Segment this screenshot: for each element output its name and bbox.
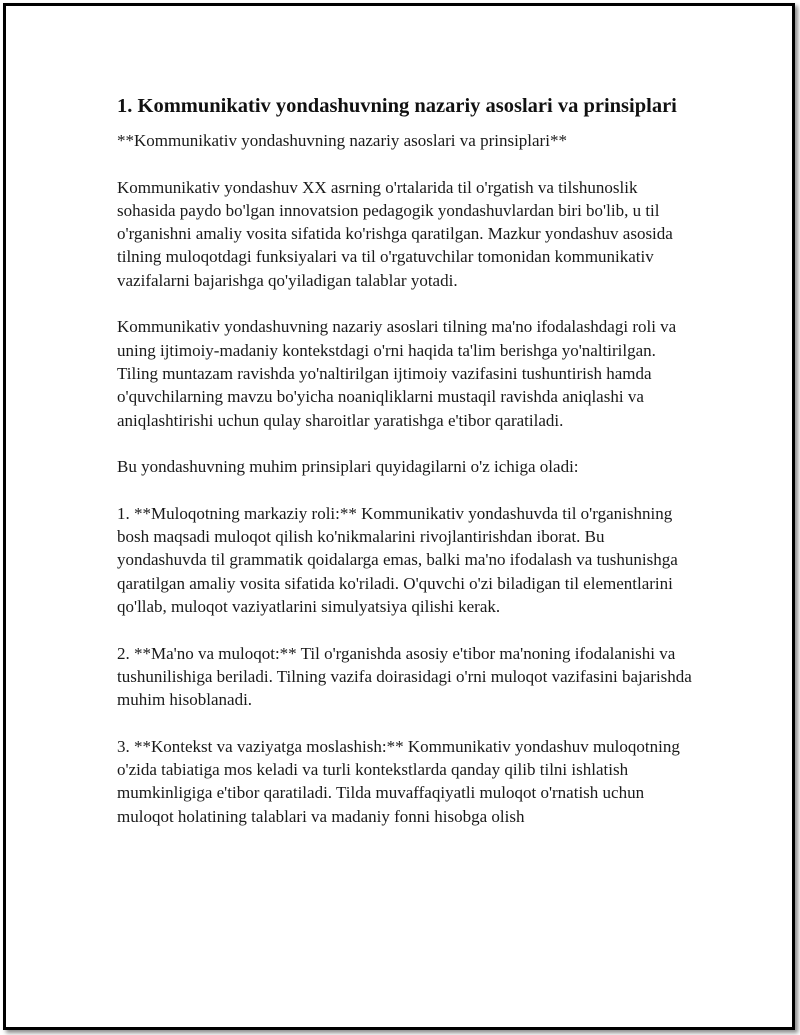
- intro-paragraph: Kommunikativ yondashuv XX asrning o'rtalarida til o'rgatish va tilshunoslik sohasida paydo bo'lgan innovatsion pedagogik yondashuvlardan biri bo'lib, u til o'rganishni amaliy vosita sifatida ko'rishga qaratilgan. Mazkur yondashuv asosida tilning muloqotdagi funksiyalari va til o'rgatuvchilar tomonidan kommunikativ vazifalarni bajarishga qo'yiladigan talablar yotadi.: [117, 177, 673, 290]
- section-title: 1. Kommunikativ yondashuvning nazariy asoslari va prinsiplari: [117, 95, 677, 117]
- principle-3-paragraph: 3. **Kontekst va vaziyatga moslashish:** Kommunikativ yondashuv muloqotning o'zida tabiatiga mos keladi va turli kontekstlarda qanday qilib tilni ishlatish mumkinligiga e'tibor qaratiladi. Tilda muvaffaqiyatli muloqot o'rnatish uchun muloqot holatining talablari va madaniy fonni hisobga olish: [117, 736, 680, 826]
- principle-2-paragraph: 2. **Ma'no va muloqot:** Til o'rganishda asosiy e'tibor ma'noning ifodalanishi va tushunilishiga beriladi. Tilning vazifa doirasidagi o'rni muloqot vazifasini bajarishda muhim hisoblanadi.: [117, 643, 692, 710]
- principle-1-paragraph: 1. **Muloqotning markaziy roli:** Kommunikativ yondashuvda til o'rganishning bosh maqsadi muloqot qilish ko'nikmalarini rivojlantirishdan iborat. Bu yondashuvda til grammatik qoidalarga emas, balki ma'no ifodalash va tushunishga qaratilgan amaliy vosita sifatida ko'riladi. O'quvchi o'zi biladigan til elementlarini qo'llab, muloqot vaziyatlarini simulyatsiya qilishi kerak.: [117, 503, 678, 616]
- document-body: [117, 93, 697, 851]
- theory-paragraph: Kommunikativ yondashuvning nazariy asoslari tilning ma'no ifodalashdagi roli va uning ijtimoiy-madaniy kontekstdagi o'rni haqida ta'lim berishga yo'naltirilgan. Tiling muntazam ravishda yo'naltirilgan ijtimoiy vazifasini tushuntirish hamda o'quvchilarning mavzu bo'yicha noaniqliklarni mustaqil ravishda aniqlashi va aniqlashtirishi uchun qulay sharoitlar yaratishga e'tibor qaratiladi.: [117, 317, 677, 430]
- principles-lead-paragraph: Bu yondashuvning muhim prinsiplari quyidagilarni o'z ichiga oladi:: [117, 457, 579, 477]
- bold-heading-paragraph: **Kommunikativ yondashuvning nazariy asoslari va prinsiplari**: [117, 131, 567, 150]
